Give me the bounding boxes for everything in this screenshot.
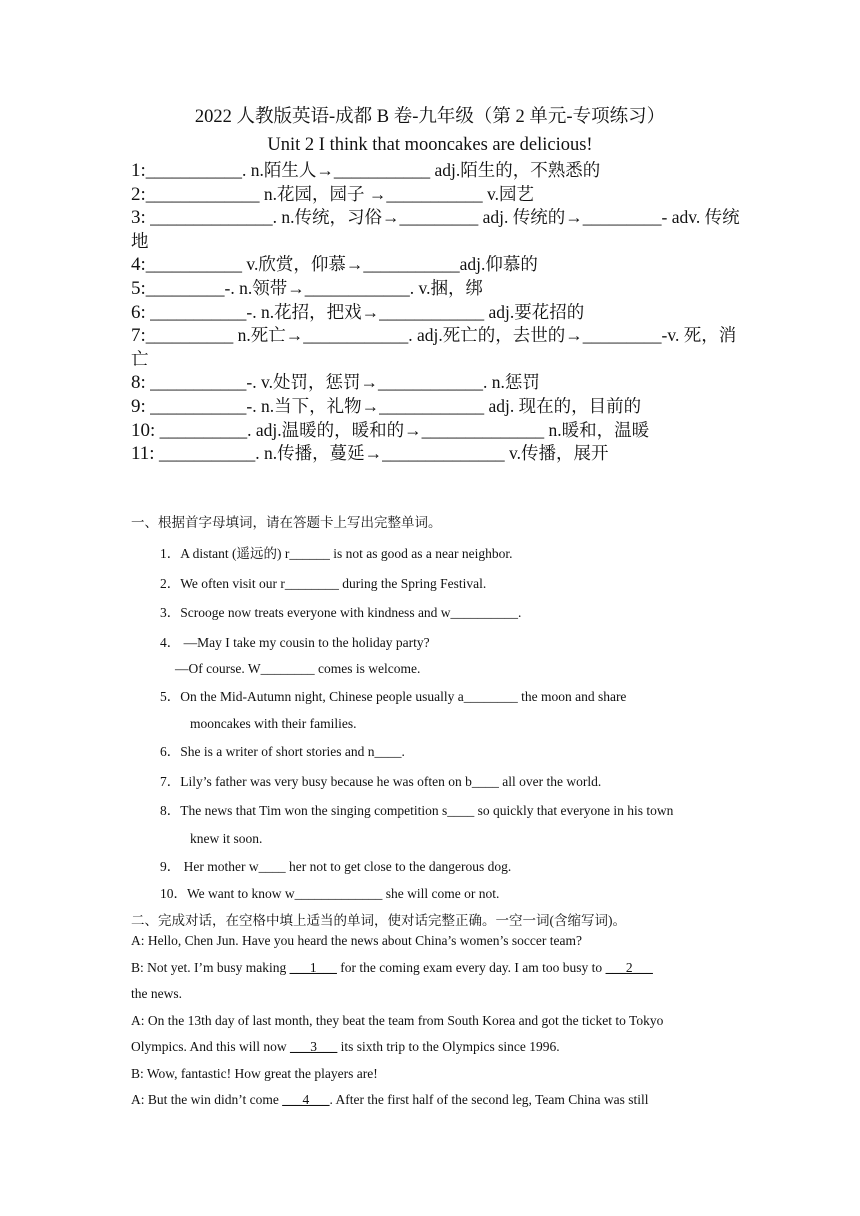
dialogue-line: B: Not yet. I’m busy making ___1___ for the coming exam every day. I am too busy to ___2___	[131, 959, 653, 975]
vocab-item: 7:__________ n.死亡→____________. adj.死亡的，去世的→_________-v. 死，消亡	[131, 325, 737, 369]
dialogue-line: A: Hello, Chen Jun. Have you heard the news about China’s women’s soccer team?	[131, 933, 583, 948]
question-item: mooncakes with their families.	[190, 716, 357, 731]
vocab-item: 3: ______________. n.传统，习俗→_________ adj. 传统的→_________- adv. 传统地	[131, 207, 740, 251]
vocab-item: 2:_____________ n.花园，园子 →___________ v.园艺	[131, 183, 535, 205]
dialogue	[131, 928, 741, 1114]
answer-blank: ___1___	[289, 959, 337, 975]
dialogue-line: A: On the 13th day of last month, they beat the team from South Korea and got the ticket to Tokyo	[131, 1012, 664, 1028]
dialogue-line: B: Wow, fantastic! How great the players are!	[131, 1065, 378, 1081]
answer-blank: ___4___	[282, 1092, 330, 1107]
section-heading: 一、根据首字母填词，请在答题卡上写出完整单词。	[131, 515, 442, 530]
question-item: 8．The news that Tim won the singing competition s____ so quickly that everyone in his town	[160, 803, 674, 818]
document-title: 2022 人教版英语-成都 B 卷-九年级（第 2 单元-专项练习）	[194, 107, 666, 127]
question-item: 7．Lily’s father was very busy because he was often on b____ all over the world.	[160, 774, 602, 789]
question-item: 10．We want to know w_____________ she will come or not.	[160, 886, 500, 901]
dialogue-line: Olympics. And this will now ___3___ its sixth trip to the Olympics since 1996.	[131, 1039, 560, 1054]
vocab-item: 11: ___________. n.传播，蔓延→______________ v.传播，展开	[131, 443, 609, 465]
vocab-item: 6: ___________-. n.花招，把戏→____________ adj.要花招的	[131, 301, 585, 323]
question-item: 3．Scrooge now treats everyone with kindness and w__________.	[160, 605, 522, 620]
question-item: 1．A distant (遥远的) r______ is not as good as a near neighbor.	[160, 546, 513, 561]
question-item: 5．On the Mid-Autumn night, Chinese people usually a________ the moon and share	[160, 689, 627, 704]
question-item: 2．We often visit our r________ during the Spring Festival.	[160, 576, 487, 591]
section-heading: 二、完成对话，在空格中填上适当的单词，使对话完整正确。一空一词(含缩写词)。	[131, 913, 626, 928]
vocab-item: 5:_________-. n.领带→____________. v.捆，绑	[131, 277, 483, 299]
question-item: 9． Her mother w____ her not to get close to the dangerous dog.	[160, 859, 512, 874]
answer-blank: ___3___	[290, 1039, 338, 1054]
question-item: —Of course. W________ comes is welcome.	[175, 661, 421, 676]
question-item: 4． —May I take my cousin to the holiday party?	[160, 635, 430, 650]
vocab-item: 8: ___________-. v.处罚，惩罚→____________. n.惩罚	[131, 372, 540, 394]
dialogue-line: the news.	[131, 986, 182, 1001]
vocab-item: 9: ___________-. n.当下，礼物→____________ adj. 现在的，目前的	[131, 395, 642, 417]
vocab-item: 1:___________. n.陌生人→___________ adj.陌生的，不熟悉的	[131, 160, 601, 181]
vocab-item: 10: __________. adj.温暖的，暖和的→______________ n.暖和，温暖	[131, 419, 650, 441]
question-item: 6．She is a writer of short stories and n____.	[160, 744, 405, 759]
vocab-item: 4:___________ v.欣赏，仰慕→___________adj.仰慕的	[131, 254, 538, 276]
dialogue-line: A: But the win didn’t come ___4___. After the first half of the second leg, Team China was still	[131, 1092, 649, 1107]
vocab-list	[131, 159, 741, 466]
unit-title: Unit 2 I think that mooncakes are delicious!	[267, 135, 593, 155]
answer-blank: ___2___	[605, 959, 653, 975]
question-item: knew it soon.	[190, 831, 263, 846]
